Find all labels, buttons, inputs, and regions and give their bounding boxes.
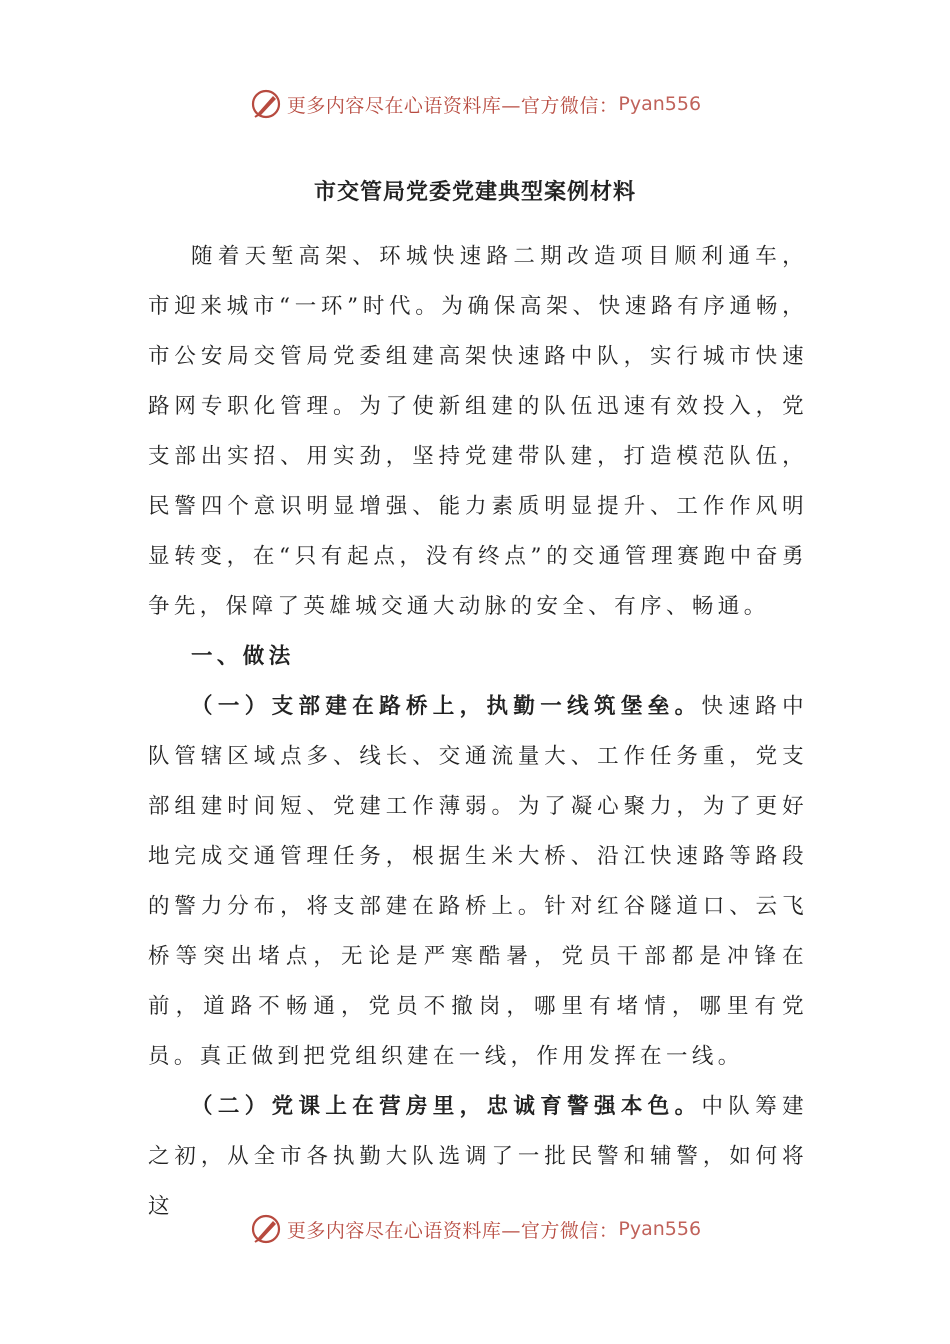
watermark-wechat-id: Pyan556 bbox=[618, 1218, 702, 1240]
item-2-heading: （二）党课上在营房里，忠诚育警强本色。 bbox=[191, 1094, 702, 1119]
section-heading-1: 一、做法 bbox=[191, 644, 295, 669]
item-1-heading: （一）支部建在路桥上，执勤一线筑堡垒。 bbox=[191, 694, 702, 719]
pen-logo-icon bbox=[249, 1212, 283, 1246]
intro-paragraph: 随着天堑高架、环城快速路二期改造项目顺利通车，市迎来城市“一环”时代。为确保高架、快速路有序通畅，市公安局交管局党委组建高架快速路中队，实行城市快速路网专职化管理。为了使新组建的队伍迅速有效投入，党支部出实招、用实劲，坚持党建带队建，打造模范队伍，民警四个意识明显增强、能力素质明显提升、工作作风明显转变，在“只有起点，没有终点”的交通管理赛跑中奋勇争先，保障了英雄城交通大动脉的安全、有序、畅通。 bbox=[148, 244, 808, 619]
pen-logo-icon bbox=[249, 87, 283, 121]
watermark-text: 更多内容尽在心语资料库—官方微信： bbox=[286, 1219, 619, 1242]
item-2-text: 中队筹建之初，从全市各执勤大队选调了一批民警和辅警，如何将这 bbox=[148, 1094, 808, 1219]
document-title: 市交管局党委党建典型案例材料 bbox=[313, 179, 636, 205]
item-1-paragraph bbox=[148, 682, 808, 1082]
watermark-wechat-id: Pyan556 bbox=[618, 93, 702, 115]
watermark-banner-top bbox=[0, 84, 950, 124]
item-1-text: 快速路中队管辖区域点多、线长、交通流量大、工作任务重，党支部组建时间短、党建工作薄弱。为了凝心聚力，为了更好地完成交通管理任务，根据生米大桥、沿江快速路等路段的警力分布，将支部建在路桥上。针对红谷隧道口、云飞桥等突出堵点，无论是严寒酷暑，党员干部都是冲锋在前，道路不畅通，党员不撤岗，哪里有堵情，哪里有党员。真正做到把党组织建在一线，作用发挥在一线。 bbox=[148, 694, 808, 1069]
document-body bbox=[148, 232, 808, 1232]
watermark-banner-bottom bbox=[0, 1209, 950, 1249]
watermark-text: 更多内容尽在心语资料库—官方微信： bbox=[286, 94, 619, 117]
